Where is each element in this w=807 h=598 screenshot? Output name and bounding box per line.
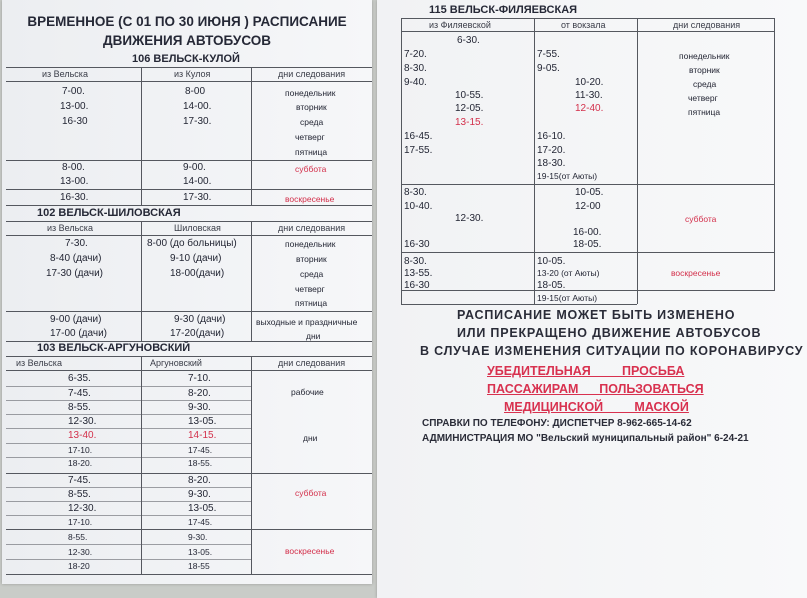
col-header: дни следования (278, 69, 346, 79)
day-label-sunday: воскресенье (285, 194, 335, 204)
time-cell: 12-30. (68, 416, 97, 427)
time-cell: 8-20. (188, 475, 211, 486)
col-header: из Филяевской (429, 20, 491, 30)
time-cell: 18-05. (537, 280, 566, 291)
time-cell: 16-10. (537, 131, 566, 142)
time-cell: 17-30 (дачи) (46, 268, 103, 279)
left-schedule-sheet (2, 0, 372, 584)
time-cell: 9-30. (188, 402, 211, 413)
time-cell: 8-30. (404, 187, 427, 198)
phone-info-line: СПРАВКИ ПО ТЕЛЕФОНУ: ДИСПЕТЧЕР 8-962-665-14-62 (422, 418, 692, 429)
day-label-saturday: суббота (685, 214, 717, 224)
time-cell: 17-20(дачи) (170, 328, 225, 339)
time-cell: 6-30. (457, 35, 480, 46)
time-cell: 12-00 (575, 201, 601, 212)
day-label: вторник (689, 65, 720, 75)
col-header: Аргуновский (150, 358, 202, 368)
day-label: воскресенье (285, 546, 335, 556)
route-103-title: 103 ВЕЛЬСК-АРГУНОВСКИЙ (37, 342, 191, 354)
day-label: четверг (295, 132, 325, 142)
time-cell: 14-00. (183, 176, 212, 187)
right-schedule-sheet (377, 0, 807, 598)
time-cell: 11-30. (575, 90, 603, 101)
day-label-sunday: воскресенье (671, 268, 721, 278)
day-label: выходные и праздничные (256, 317, 358, 327)
day-label: пятница (688, 107, 721, 117)
time-cell: 12-30. (68, 503, 97, 514)
time-cell: 16-30. (60, 192, 89, 203)
time-cell: 18-00(дачи) (170, 268, 225, 279)
time-cell: 8-55. (68, 402, 91, 413)
day-label: понедельник (679, 51, 730, 61)
time-cell: 18-55. (188, 458, 213, 468)
day-label: четверг (295, 284, 325, 294)
time-cell: 8-55. (68, 532, 88, 542)
time-cell: 18-05. (573, 239, 602, 250)
time-cell: 13-05. (188, 503, 217, 514)
col-header: из Вельска (16, 358, 62, 368)
time-cell: 9-10 (дачи) (170, 253, 222, 264)
mask-request-line: ПАССАЖИРАМ ПОЛЬЗОВАТЬСЯ (487, 382, 704, 396)
time-cell: 16-30 (404, 239, 430, 250)
notice-line: РАСПИСАНИЕ МОЖЕТ БЫТЬ ИЗМЕНЕНО (457, 308, 736, 322)
time-cell: 18-20. (68, 458, 93, 468)
time-cell: 9-30. (188, 489, 211, 500)
time-cell: 8-55. (68, 489, 91, 500)
time-cell: 8-20. (188, 388, 211, 399)
time-cell: 7-10. (188, 373, 211, 384)
day-label: четверг (688, 93, 718, 103)
time-cell: 17-55. (404, 145, 433, 156)
day-label: вторник (296, 254, 327, 264)
col-header: дни следования (278, 358, 346, 368)
time-cell: 16-45. (404, 131, 433, 142)
time-cell: 8-00 (до больницы) (147, 238, 237, 249)
time-cell: 13-15. (455, 117, 484, 128)
day-label: рабочие (291, 387, 324, 397)
time-cell: 8-40 (дачи) (50, 253, 102, 264)
col-header: из Кулоя (174, 69, 211, 79)
time-cell: 17-00 (дачи) (50, 328, 107, 339)
time-cell: 8-00 (185, 86, 206, 97)
time-cell: 17-20. (537, 145, 566, 156)
time-cell: 10-40. (404, 201, 433, 212)
time-cell: 13-00. (60, 101, 89, 112)
mask-request-line: УБЕДИТЕЛЬНАЯ ПРОСЬБА (487, 364, 685, 378)
notice-line: В СЛУЧАЕ ИЗМЕНЕНИЯ СИТУАЦИИ ПО КОРОНАВИРУСУ (420, 344, 804, 358)
time-cell: 17-10. (68, 517, 93, 527)
day-label: среда (300, 269, 324, 279)
time-cell: 6-35. (68, 373, 91, 384)
time-cell: 16-00. (573, 227, 602, 238)
time-cell: 7-45. (68, 388, 91, 399)
time-cell: 12-30. (455, 213, 484, 224)
time-cell: 8-30. (404, 63, 427, 74)
time-cell: 16-30 (404, 280, 430, 291)
time-cell: 17-45. (188, 517, 213, 527)
route-106-title: 106 ВЕЛЬСК-КУЛОЙ (132, 53, 240, 65)
col-header: из Вельска (42, 69, 88, 79)
time-cell: 19-15(от Аюты) (537, 293, 598, 303)
time-cell: 7-00. (62, 86, 85, 97)
time-cell: 17-10. (68, 445, 93, 455)
time-cell: 17-30. (183, 192, 212, 203)
time-cell: 14-00. (183, 101, 212, 112)
day-label: понедельник (285, 88, 336, 98)
time-cell: 9-30. (188, 532, 208, 542)
time-cell: 17-45. (188, 445, 213, 455)
day-label-saturday: суббота (295, 164, 327, 174)
time-cell: 13-00. (60, 176, 89, 187)
time-cell: 8-00. (62, 162, 85, 173)
col-header: дни следования (278, 223, 346, 233)
mask-request-line: МЕДИЦИНСКОЙ МАСКОЙ (504, 400, 689, 414)
day-label: вторник (296, 102, 327, 112)
route-115-title: 115 ВЕЛЬСК-ФИЛЯЕВСКАЯ (429, 4, 578, 16)
time-cell: 10-55. (455, 90, 484, 101)
time-cell: 9-30 (дачи) (174, 314, 226, 325)
time-cell: 7-55. (537, 49, 560, 60)
sheet-title-line1: ВРЕМЕННОЕ (С 01 ПО 30 ИЮНЯ ) РАСПИСАНИЕ (27, 14, 347, 29)
day-label: дни (306, 331, 321, 341)
time-cell: 7-45. (68, 475, 91, 486)
time-cell: 7-30. (65, 238, 88, 249)
day-label: суббота (295, 488, 327, 498)
time-cell: 12-05. (455, 103, 484, 114)
time-cell: 13-55. (404, 268, 433, 279)
sheet-title-line2: ДВИЖЕНИЯ АВТОБУСОВ (102, 33, 271, 48)
time-cell: 13-05. (188, 547, 213, 557)
time-cell: 18-20 (68, 561, 90, 571)
time-cell: 8-30. (404, 256, 427, 267)
time-cell: 17-30. (183, 116, 212, 127)
notice-line: ИЛИ ПРЕКРАЩЕНО ДВИЖЕНИЕ АВТОБУСОВ (457, 326, 762, 340)
col-header: Шиловская (174, 223, 221, 233)
time-cell: 18-30. (537, 158, 566, 169)
time-cell: 13-20 (от Аюты) (537, 268, 600, 278)
col-header: дни следования (673, 20, 741, 30)
time-cell: 16-30 (62, 116, 88, 127)
time-cell: 13-40. (68, 430, 97, 441)
day-label: понедельник (285, 239, 336, 249)
time-cell: 12-30. (68, 547, 93, 557)
administration-info-line: АДМИНИСТРАЦИЯ МО "Вельский муниципальный район" 6-24-21 (422, 433, 749, 444)
col-header: из Вельска (47, 223, 93, 233)
day-label: среда (693, 79, 717, 89)
time-cell: 9-05. (537, 63, 560, 74)
time-cell: 9-00. (183, 162, 206, 173)
time-cell: 10-20. (575, 77, 604, 88)
time-cell: 18-55 (188, 561, 210, 571)
day-label: пятница (295, 147, 328, 157)
time-cell: 9-00 (дачи) (50, 314, 102, 325)
time-cell: 10-05. (537, 256, 566, 267)
time-cell: 19-15(от Аюты) (537, 171, 598, 181)
time-cell: 10-05. (575, 187, 604, 198)
time-cell: 7-20. (404, 49, 427, 60)
col-header: от вокзала (561, 20, 606, 30)
day-label: дни (303, 433, 318, 443)
time-cell: 13-05. (188, 416, 217, 427)
time-cell: 12-40. (575, 103, 604, 114)
route-102-title: 102 ВЕЛЬСК-ШИЛОВСКАЯ (37, 207, 181, 219)
time-cell: 9-40. (404, 77, 427, 88)
time-cell: 14-15. (188, 430, 217, 441)
day-label: пятница (295, 298, 328, 308)
day-label: среда (300, 117, 324, 127)
